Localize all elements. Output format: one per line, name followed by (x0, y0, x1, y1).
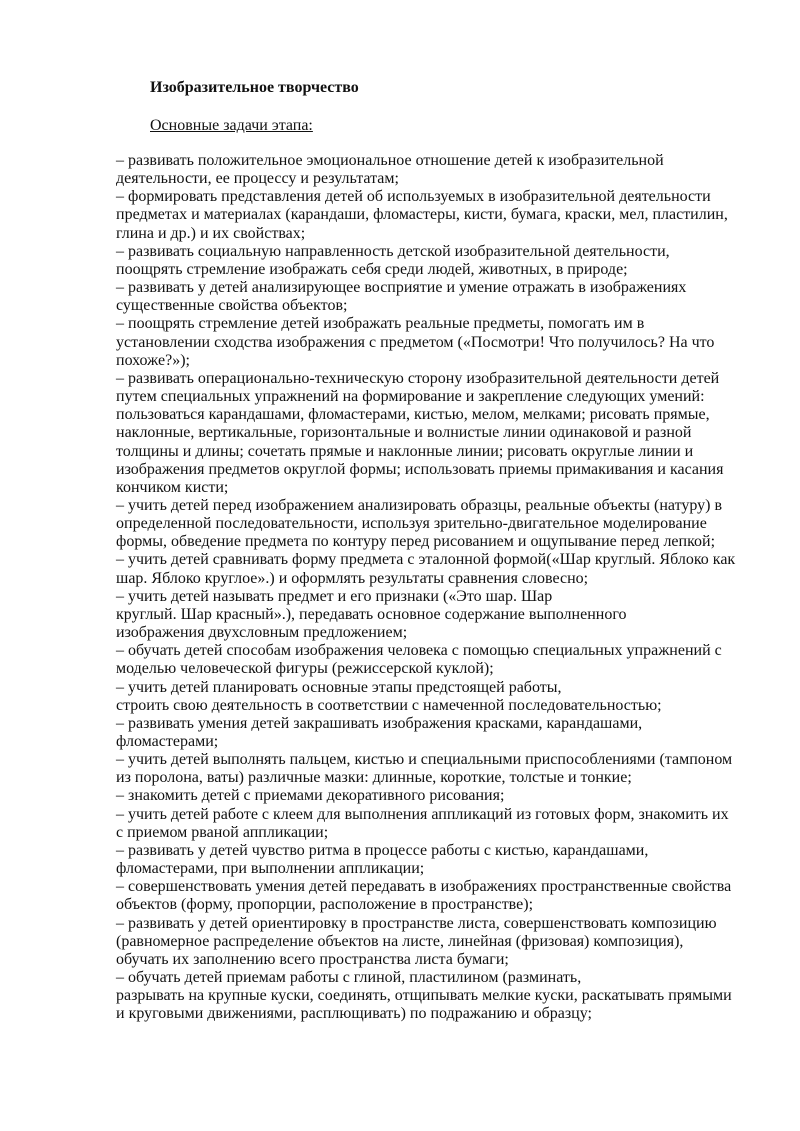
text-line: – учить детей выполнять пальцем, кистью и специальными приспособлениями (тампоном (116, 751, 733, 769)
text-line: – учить детей сравнивать форму предмета с эталонной формой(«Шар круглый. Яблоко как (116, 551, 736, 569)
text-line: строить свою деятельность в соответствии с намеченной последовательностью; (116, 696, 662, 714)
text-line: – учить детей планировать основные этапы предстоящей работы, (116, 678, 562, 696)
text-line: моделью человеческой фигуры (режиссерской куклой); (116, 660, 494, 678)
text-line: фломастерами, при выполнении аппликации; (116, 860, 425, 878)
text-line: наклонные, вертикальные, горизонтальные и волнистые линии одинаковой и разной (116, 424, 692, 442)
text-line: и круговыми движениями, расплющивать) по подражанию и образцу; (116, 1005, 592, 1023)
text-line: (равномерное распределение объектов на листе, линейная (фризовая) композиция), (116, 932, 684, 950)
text-line: обучать их заполнению всего пространства листа бумаги; (116, 950, 509, 968)
text-line: – учить детей работе с клеем для выполнения аппликаций из готовых форм, знакомить их (116, 805, 729, 823)
text-line: предметах и материалах (карандаши, фломастеры, кисти, бумага, краски, мел, пластилин, (116, 206, 728, 224)
document-title: Изобразительное творчество (150, 79, 359, 96)
text-line: – учить детей называть предмет и его признаки («Это шар. Шар (116, 587, 553, 605)
text-line: – обучать детей приемам работы с глиной, пластилином (разминать, (116, 969, 582, 987)
text-line: установлении сходства изображения с предметом («Посмотри! Что получилось? На что (116, 333, 715, 351)
text-line: – обучать детей способам изображения человека с помощью специальных упражнений с (116, 642, 722, 660)
text-line: – развивать у детей анализирующее восприятие и умение отражать в изображениях (116, 279, 687, 297)
text-line: кончиком кисти; (116, 478, 229, 496)
text-line: изображения предметов округлой формы; использовать приемы примакивания и касания (116, 460, 724, 478)
text-line: формы, обведение предмета по контуру перед рисованием и ощупывание перед лепкой; (116, 533, 716, 551)
text-line: деятельности, ее процессу и результатам; (116, 170, 399, 188)
text-line: – развивать положительное эмоциональное отношение детей к изобразительной (116, 152, 664, 169)
text-line: с приемом рваной аппликации; (116, 823, 329, 841)
text-line: глина и др.) и их свойствах; (116, 224, 306, 242)
text-line: из поролона, ваты) различные мазки: длинные, короткие, толстые и тонкие; (116, 769, 632, 787)
text-line: объектов (форму, пропорции, расположение в пространстве); (116, 896, 534, 914)
text-line: толщины и длины; сочетать прямые и наклонные линии; рисовать округлые линии и (116, 442, 694, 460)
text-line: – учить детей перед изображением анализировать образцы, реальные объекты (натуру) в (116, 496, 723, 514)
text-line: похоже?»); (116, 351, 190, 369)
text-line: изображения двухсловным предложением; (116, 624, 408, 642)
text-line: – развивать у детей чувство ритма в процессе работы с кистью, карандашами, (116, 841, 649, 859)
text-line: фломастерами; (116, 733, 219, 750)
document-body (116, 152, 756, 1024)
text-line: пользоваться карандашами, фломастерами, кистью, мелом, мелками; рисовать прямые, (116, 406, 710, 424)
text-line: – развивать социальную направленность детской изобразительной деятельности, (116, 242, 670, 260)
text-line: определенной последовательности, используя зрительно-двигательное моделирование (116, 515, 707, 533)
text-line: разрывать на крупные куски, соединять, отщипывать мелкие куски, раскатывать прямыми (116, 987, 732, 1005)
text-line: – развивать у детей ориентировку в пространстве листа, совершенствовать композицию (116, 914, 717, 932)
text-line: – поощрять стремление детей изображать реальные предметы, помогать им в (116, 315, 645, 333)
section-subtitle: Основные задачи этапа: (150, 117, 313, 134)
text-line: путем специальных упражнений на формирование и закрепление следующих умений: (116, 388, 705, 406)
text-line: – развивать операционально-техническую сторону изобразительной деятельности детей (116, 369, 720, 387)
text-line: круглый. Шар красный».), передавать основное содержание выполненного (116, 605, 627, 623)
text-line: – совершенствовать умения детей передавать в изображениях пространственные свойства (116, 878, 732, 896)
text-line: – развивать умения детей закрашивать изображения красками, карандашами, (116, 714, 643, 732)
text-line: поощрять стремление изображать себя среди людей, животных, в природе; (116, 260, 628, 278)
text-line: существенные свойства объектов; (116, 297, 348, 315)
text-line: – знакомить детей с приемами декоративного рисования; (116, 787, 505, 805)
text-line: шар. Яблоко круглое».) и оформлять результаты сравнения словесно; (116, 569, 589, 587)
text-line: – формировать представления детей об используемых в изобразительной деятельности (116, 188, 711, 206)
